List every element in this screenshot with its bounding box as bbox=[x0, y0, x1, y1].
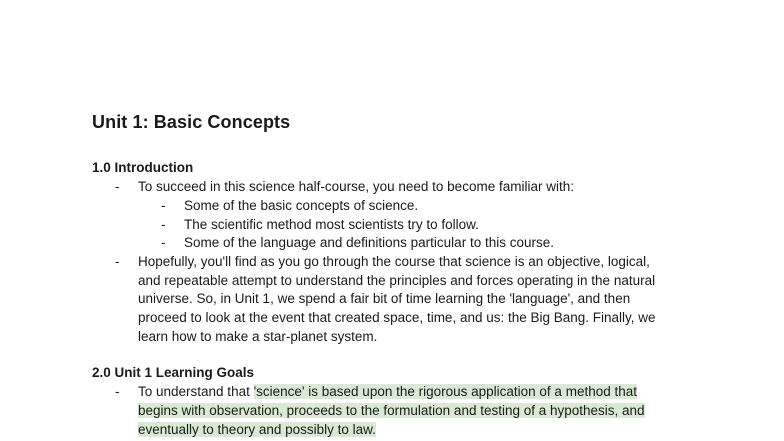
highlighted-text: 'science' is based upon the rigorous application of a method that bbox=[253, 384, 637, 399]
highlighted-text: eventually to theory and possibly to law. bbox=[138, 422, 376, 437]
goal-line bbox=[138, 383, 637, 402]
bullet-dash: - bbox=[115, 384, 120, 399]
sub-bullet-dash: - bbox=[161, 235, 166, 250]
paragraph-line: universe. So, in Unit 1, we spend a fair bit of time learning the 'language', and then bbox=[138, 291, 631, 306]
bullet-dash: - bbox=[115, 179, 120, 194]
goal-line bbox=[138, 421, 376, 440]
highlighted-text: begins with observation, proceeds to the formulation and testing of a hypothesis, and bbox=[138, 403, 645, 418]
sub-bullet-dash: - bbox=[161, 198, 166, 213]
bullet-dash: - bbox=[115, 254, 120, 269]
document-title: Unit 1: Basic Concepts bbox=[92, 112, 291, 132]
paragraph-line: learn how to make a star-planet system. bbox=[138, 329, 378, 344]
bullet-text: To succeed in this science half-course, you need to become familiar with: bbox=[138, 179, 574, 194]
sub-bullet-text: Some of the language and definitions particular to this course. bbox=[184, 235, 554, 250]
goal-line bbox=[138, 402, 645, 421]
section-heading-introduction: 1.0 Introduction bbox=[92, 160, 194, 175]
paragraph-line: and repeatable attempt to understand the principles and forces operating in the natural bbox=[138, 273, 656, 288]
sub-bullet-dash: - bbox=[161, 217, 166, 232]
sub-bullet-text: The scientific method most scientists try to follow. bbox=[184, 217, 479, 232]
sub-bullet-text: Some of the basic concepts of science. bbox=[184, 198, 419, 213]
section-heading-learning-goals: 2.0 Unit 1 Learning Goals bbox=[92, 365, 255, 380]
paragraph-line: Hopefully, you'll find as you go through the course that science is an objective, logical, bbox=[138, 254, 650, 269]
paragraph-line: proceed to look at the event that created space, time, and us: the Big Bang. Finally, we bbox=[138, 310, 656, 325]
goal-prefix: To understand that bbox=[138, 384, 254, 399]
